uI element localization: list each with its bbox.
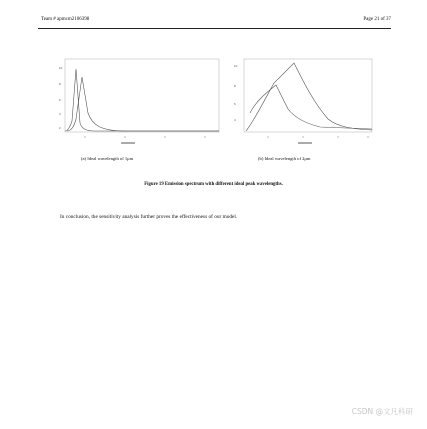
chart-a-svg: [55, 57, 223, 149]
page-header: [38, 15, 391, 29]
subcaption-b: (b) Ideal wavelength of 2μm: [258, 156, 311, 161]
x-tick-marks: [268, 136, 368, 138]
team-id: Team # apmcm2106398: [41, 17, 90, 22]
series-line: [65, 69, 219, 131]
x-axis-label: [298, 142, 312, 144]
y-tick-labels: [59, 66, 63, 130]
watermark: CSDN @文凡科研: [351, 407, 413, 416]
chart-b-svg: [228, 57, 378, 149]
series-line: [246, 63, 372, 131]
chart-a: [55, 57, 223, 149]
svg-text:6: 6: [234, 102, 236, 106]
chart-b: [228, 57, 378, 149]
svg-text:4: 4: [59, 112, 61, 116]
svg-text:4: 4: [234, 118, 236, 122]
plot-frame: [65, 59, 219, 132]
svg-text:2: 2: [59, 126, 61, 130]
x-tick-marks: [85, 136, 205, 138]
x-axis-label: [121, 142, 135, 144]
subcaption-a: (a) Ideal wavelength of 1μm: [81, 156, 134, 161]
y-tick-labels: [234, 64, 238, 122]
page-number: Page 21 of 37: [363, 17, 391, 22]
svg-text:8: 8: [234, 84, 236, 88]
body-paragraph: In conclusion, the sensitivity analysis further proves the effectiveness of our model.: [60, 214, 238, 220]
svg-text:10: 10: [234, 64, 238, 68]
series-line: [67, 77, 219, 131]
figure-caption: Figure 19 Emission spectrum with different ideal peak wavelengths.: [144, 182, 283, 187]
svg-text:10: 10: [59, 66, 63, 70]
svg-text:8: 8: [59, 82, 61, 86]
svg-text:6: 6: [59, 98, 61, 102]
series-line: [250, 85, 372, 129]
